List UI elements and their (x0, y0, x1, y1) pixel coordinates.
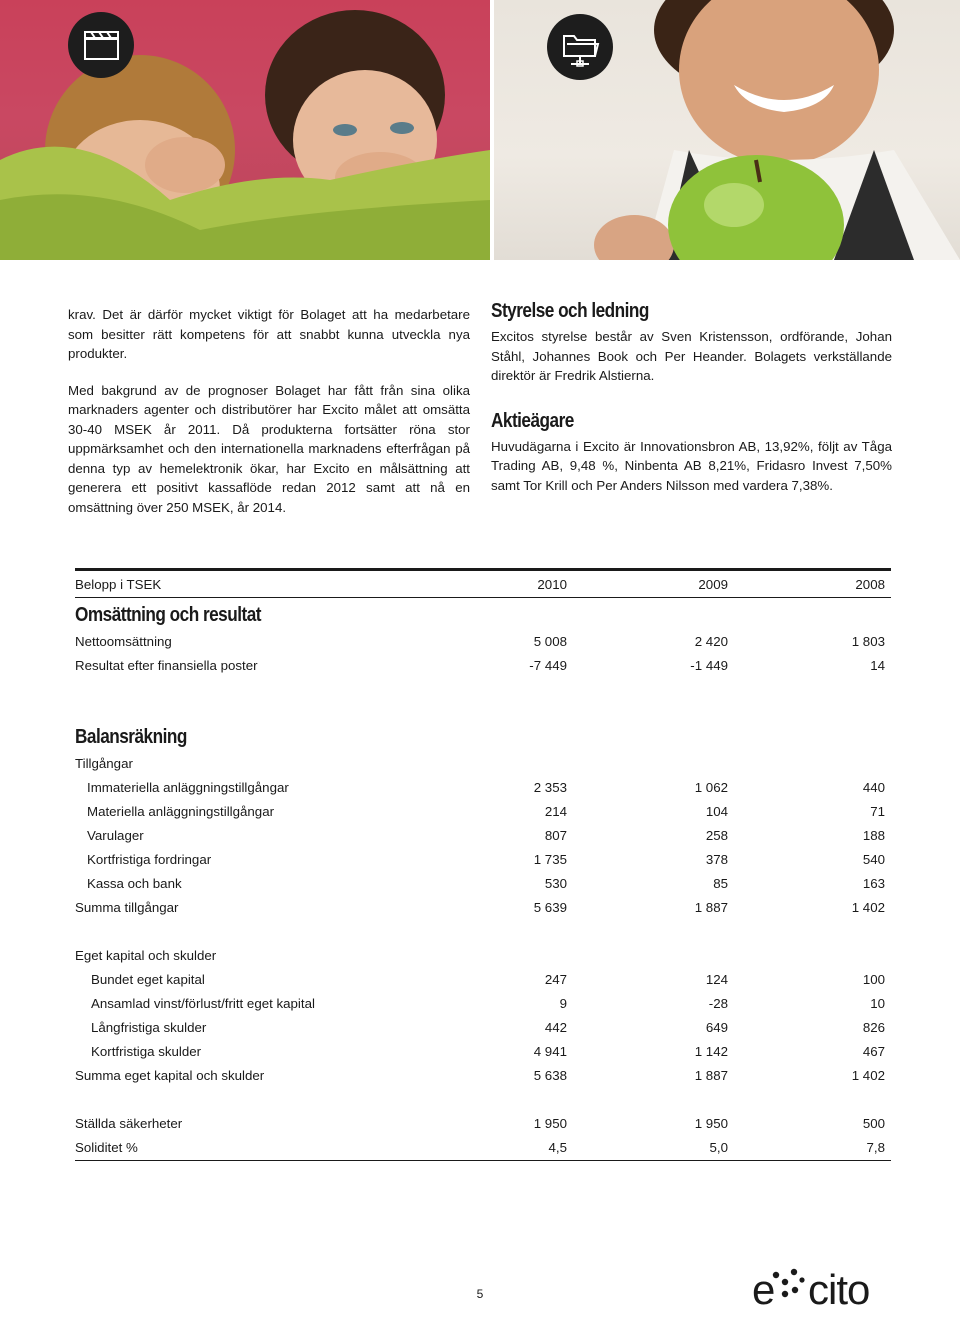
cell: 1 402 (851, 1068, 885, 1083)
cell: 247 (544, 972, 567, 987)
table-row (75, 654, 891, 678)
header-year: 2008 (855, 577, 885, 592)
cell: 4 941 (533, 1044, 567, 1059)
table-row (75, 1136, 891, 1160)
cell: 1 887 (694, 900, 728, 915)
row-label: Kassa och bank (87, 876, 182, 891)
paragraph: Med bakgrund av de prognoser Bolaget har fått från sina olika marknaders agenter och distributörer har Excito målet att omsätta 30-40 MSEK år 2011. Då produkterna fortsätter röna stor uppmärksamhet och den internationella marknadens efterfrågan på denna typ av hemelektronik ökar, har Excito en målsättning att generera ett positivt kassaflöde redan 2012 samt att nå en omsättning över 250 MSEK, år 2014. (68, 382, 470, 515)
cell: 826 (862, 1020, 885, 1035)
cell: 100 (862, 972, 885, 987)
svg-text:e: e (752, 1266, 776, 1312)
board-text: Excitos styrelse består av Sven Kristensson, ordförande, Johan Ståhl, Johannes Book och Per Heander. Bolagets verkställande direktör är Fredrik Alstierna. (491, 329, 892, 383)
table-row (75, 776, 891, 800)
row-label: Långfristiga skulder (91, 1020, 207, 1035)
cell: 85 (713, 876, 728, 891)
row-label: Immateriella anläggningstillgångar (87, 780, 289, 795)
subsection-label (75, 752, 891, 776)
row-label: Bundet eget kapital (91, 972, 205, 987)
row-label: Resultat efter finansiella poster (75, 658, 258, 673)
network-folder-icon (547, 14, 613, 80)
company-info (491, 300, 892, 495)
header-year: 2010 (537, 577, 567, 592)
row-label: Ställda säkerheter (75, 1116, 183, 1131)
cell: 188 (862, 828, 885, 843)
table-row (75, 1112, 891, 1136)
table-row (75, 1040, 891, 1064)
table-total-row (75, 1064, 891, 1088)
table-row (75, 630, 891, 654)
cell: 214 (544, 804, 567, 819)
cell: 124 (705, 972, 728, 987)
paragraph: krav. Det är därför mycket viktigt för Bolaget att ha medarbetare som besitter rätt kompetens för att snabbt kunna utveckla nya produkter. (68, 307, 470, 361)
row-label: Varulager (87, 828, 144, 843)
logo-dots-icon (752, 1262, 892, 1312)
row-label: Nettoomsättning (75, 634, 172, 649)
table-bottom-rule (75, 1160, 891, 1161)
cell: 1 803 (851, 634, 885, 649)
cell: 440 (862, 780, 885, 795)
cell: 258 (705, 828, 728, 843)
row-label: Materiella anläggningstillgångar (87, 804, 275, 819)
row-label: Kortfristiga skulder (91, 1044, 202, 1059)
table-row (75, 872, 891, 896)
cell: 1 735 (533, 852, 567, 867)
row-label: Soliditet % (75, 1140, 138, 1155)
table-total-row (75, 896, 891, 920)
row-label: Kortfristiga fordringar (87, 852, 212, 867)
photo-boy-apple (494, 0, 960, 260)
photo-children-blanket (0, 0, 490, 260)
cell: 9 (559, 996, 567, 1011)
intro-text (68, 305, 470, 534)
table-row (75, 848, 891, 872)
section-title: Omsättning och resultat (75, 604, 261, 626)
cell: -7 449 (529, 658, 567, 673)
cell: 14 (870, 658, 885, 673)
cell: 442 (544, 1020, 567, 1035)
cell: 7,8 (866, 1140, 885, 1155)
cell: 4,5 (548, 1140, 567, 1155)
cell: 5 639 (533, 900, 567, 915)
cell: 2 420 (694, 634, 728, 649)
section-heading-income (75, 598, 891, 630)
cell: 1 142 (694, 1044, 728, 1059)
board-heading: Styrelse och ledning (491, 300, 649, 322)
svg-text:cito: cito (808, 1266, 870, 1312)
cell: 540 (862, 852, 885, 867)
table-row (75, 992, 891, 1016)
table-row (75, 824, 891, 848)
cell: 378 (705, 852, 728, 867)
cell: 1 402 (851, 900, 885, 915)
cell: -1 449 (690, 658, 728, 673)
header-label: Belopp i TSEK (75, 577, 162, 592)
cell: 163 (862, 876, 885, 891)
table-row (75, 1016, 891, 1040)
cell: 1 950 (694, 1116, 728, 1131)
owners-heading: Aktieägare (491, 409, 574, 432)
section-heading-balance (75, 720, 891, 752)
page-number: 5 (476, 1287, 484, 1301)
cell: 1 950 (533, 1116, 567, 1131)
owners-text: Huvudägarna i Excito är Innovationsbron AB, 13,92%, följt av Tåga Trading AB, 9,48 %, Ninbenta AB 8,21%, Fridasro Invest 7,50% samt Tor Krill och Per Anders Nilsson med vardera 7,38%. (491, 438, 892, 493)
financial-table (75, 568, 891, 1161)
cell: 5 638 (533, 1068, 567, 1083)
table-row (75, 968, 891, 992)
table-row (75, 800, 891, 824)
excito-logo (752, 1262, 892, 1312)
row-label: Eget kapital och skulder (75, 948, 217, 963)
cell: 10 (870, 996, 885, 1011)
cell: 530 (544, 876, 567, 891)
table-header-row (75, 571, 891, 598)
cell: 1 887 (694, 1068, 728, 1083)
row-label: Tillgångar (75, 756, 133, 771)
clapperboard-icon (68, 12, 134, 78)
header-year: 2009 (698, 577, 728, 592)
subsection-label (75, 944, 891, 968)
cell: 1 062 (694, 780, 728, 795)
row-label: Summa tillgångar (75, 900, 179, 915)
cell: -28 (708, 996, 728, 1011)
cell: 5,0 (709, 1140, 728, 1155)
cell: 807 (544, 828, 567, 843)
cell: 104 (705, 804, 728, 819)
cell: 500 (862, 1116, 885, 1131)
cell: 71 (870, 804, 885, 819)
cell: 5 008 (533, 634, 567, 649)
row-label: Ansamlad vinst/förlust/fritt eget kapital (91, 996, 315, 1011)
row-label: Summa eget kapital och skulder (75, 1068, 265, 1083)
cell: 2 353 (533, 780, 567, 795)
cell: 467 (862, 1044, 885, 1059)
cell: 649 (705, 1020, 728, 1035)
section-title: Balansräkning (75, 726, 187, 748)
